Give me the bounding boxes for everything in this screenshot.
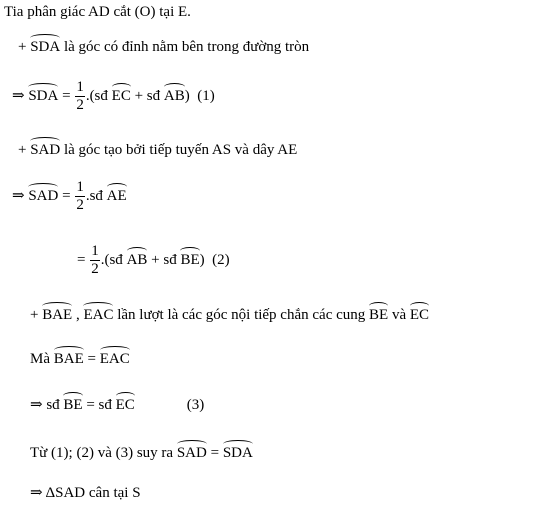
line-4 xyxy=(18,137,297,158)
arc-ab: AB xyxy=(164,83,185,104)
numerator: 1 xyxy=(76,79,84,95)
equals-sign: = xyxy=(58,87,75,104)
line-3 xyxy=(12,80,215,113)
implies-symbol: ⇒ xyxy=(12,87,29,104)
equals-sign: = xyxy=(83,351,100,367)
arc-angle-sda: SDA xyxy=(28,83,58,104)
text: .sđ xyxy=(85,187,107,204)
equation-tag-1: (1) xyxy=(197,87,215,104)
denominator: 2 xyxy=(76,197,84,213)
denominator: 2 xyxy=(91,261,99,277)
line-2 xyxy=(18,34,309,55)
arc-angle-sad: SAD xyxy=(28,183,58,204)
line-5 xyxy=(12,180,127,213)
line-11 xyxy=(30,486,141,501)
line-2-text: là góc có đỉnh nằm bên trong đường tròn xyxy=(60,39,310,55)
equals-sign: = sđ xyxy=(82,397,116,413)
equation-tag-3: (3) xyxy=(186,397,205,413)
text: ) xyxy=(184,87,190,104)
text: + sđ xyxy=(147,251,181,268)
fraction-one-half xyxy=(75,80,85,113)
numerator: 1 xyxy=(76,179,84,195)
equals-sign: = xyxy=(206,445,223,461)
arc-angle-sad: SAD xyxy=(177,440,207,461)
fraction-one-half xyxy=(90,244,100,277)
text: Mà xyxy=(30,351,54,367)
text: + sđ xyxy=(130,87,164,104)
text: Từ (1); (2) và (3) suy ra xyxy=(30,445,177,461)
plus-sign: + xyxy=(18,39,31,55)
arc-angle-sda: SDA xyxy=(223,440,253,461)
arc-ab: AB xyxy=(127,247,148,268)
arc-ec: EC xyxy=(112,83,131,104)
implies-symbol: ⇒ xyxy=(12,187,29,204)
line-10 xyxy=(30,440,253,461)
implies-symbol: ⇒ sđ xyxy=(30,397,64,413)
line-1 xyxy=(4,5,191,20)
arc-angle-sad: SAD xyxy=(30,137,60,158)
arc-be: BE xyxy=(63,392,82,413)
arc-be: BE xyxy=(369,302,388,323)
line-1-text: Tia phân giác AD cắt (O) tại E. xyxy=(4,4,191,20)
denominator: 2 xyxy=(76,97,84,113)
arc-angle-sda: SDA xyxy=(30,34,60,55)
text: và xyxy=(388,307,410,323)
line-7 xyxy=(30,302,429,323)
equals-sign: = xyxy=(58,187,75,204)
text: ) xyxy=(199,251,205,268)
numerator: 1 xyxy=(91,243,99,259)
arc-angle-bae: BAE xyxy=(54,346,84,367)
plus-sign: + xyxy=(18,142,31,158)
line-7-text: lần lượt là các góc nội tiếp chắn các cung xyxy=(113,307,370,323)
line-8 xyxy=(30,346,130,367)
arc-angle-bae: BAE xyxy=(42,302,72,323)
equals-sign: = xyxy=(77,251,90,268)
line-9 xyxy=(30,392,204,413)
arc-ae: AE xyxy=(107,183,127,204)
arc-ec: EC xyxy=(410,302,429,323)
equation-tag-2: (2) xyxy=(212,251,230,268)
line-6 xyxy=(77,244,230,277)
arc-angle-eac: EAC xyxy=(100,346,130,367)
fraction-one-half xyxy=(75,180,85,213)
arc-angle-eac: EAC xyxy=(83,302,113,323)
plus-sign: + xyxy=(30,307,43,323)
text: .(sđ xyxy=(85,87,112,104)
text: , xyxy=(72,307,84,323)
text: .(sđ xyxy=(100,251,127,268)
line-4-text: là góc tạo bởi tiếp tuyến AS và dây AE xyxy=(60,142,298,158)
arc-ec: EC xyxy=(116,392,135,413)
arc-be: BE xyxy=(180,247,199,268)
conclusion-text: ⇒ ΔSAD cân tại S xyxy=(30,485,141,501)
